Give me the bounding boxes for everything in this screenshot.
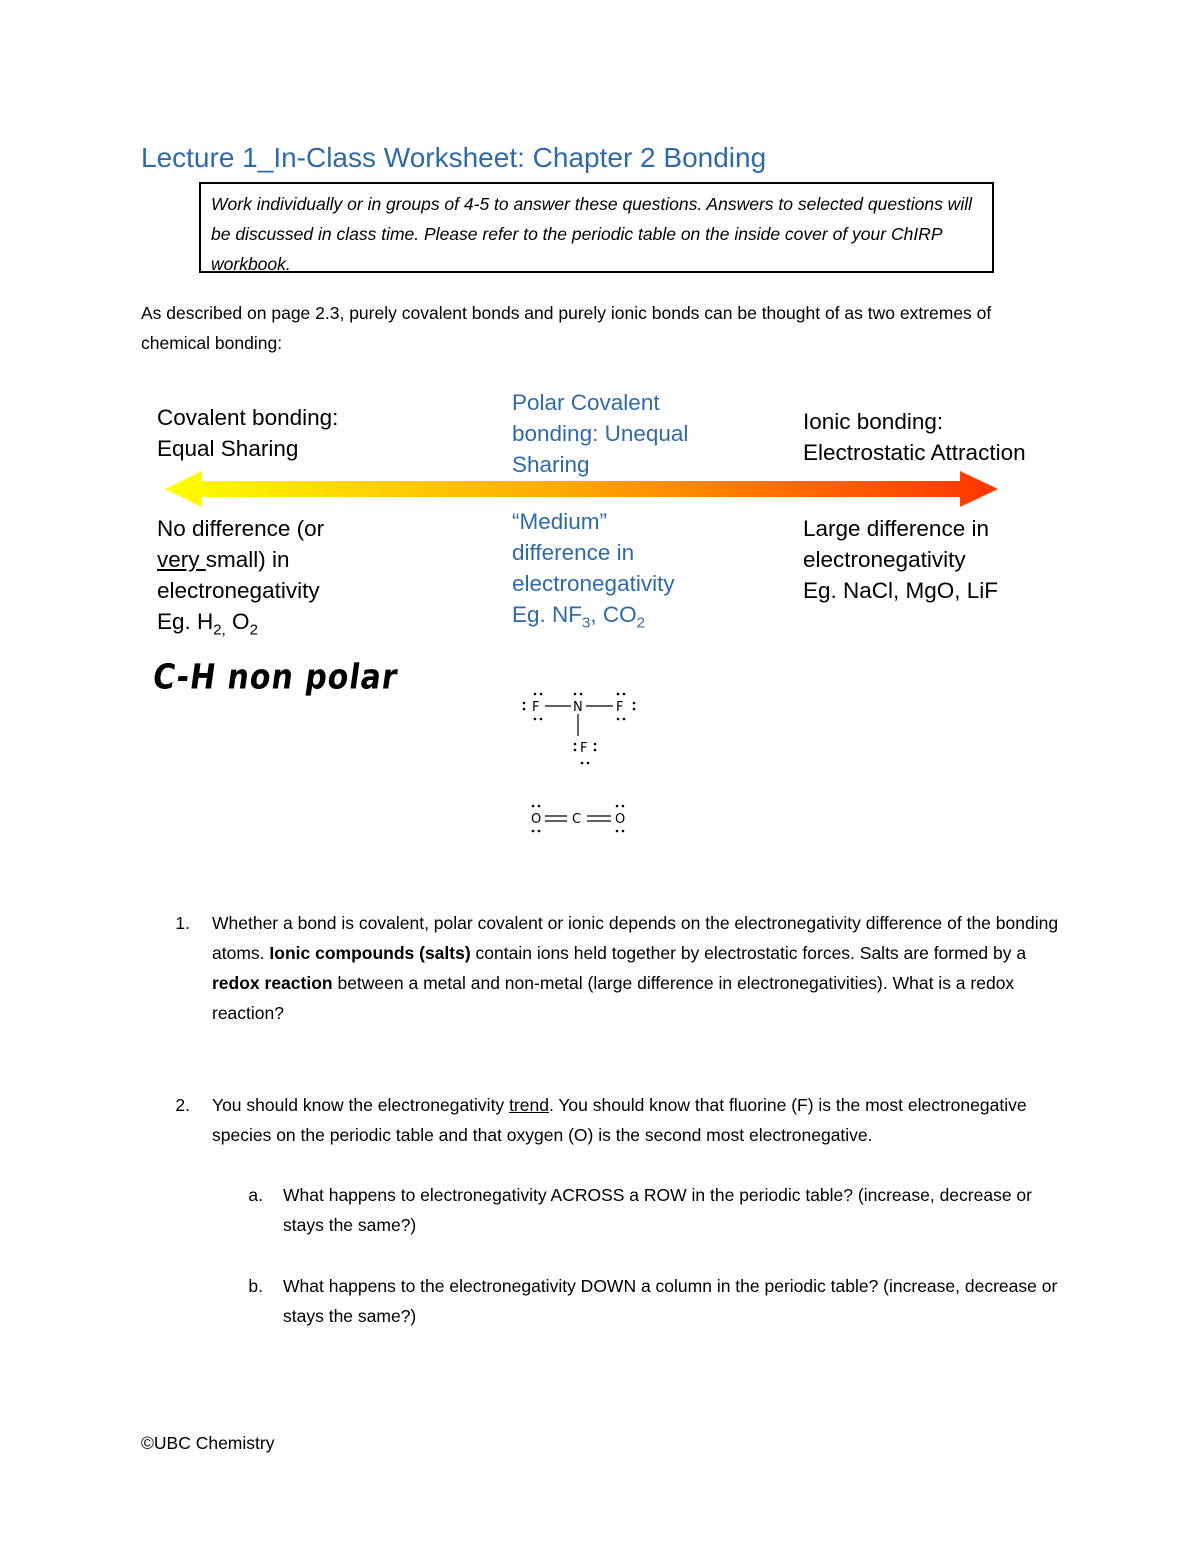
fluorine-atom: F <box>532 700 540 715</box>
question-text: Whether a bond is covalent, polar covalent or ionic depends on the electronegativity difference of the bonding atoms. <box>212 913 1059 963</box>
ionic-desc-line: Eg. NaCl, MgO, LiF <box>803 578 999 603</box>
bold-term: Ionic compounds (salts) <box>269 943 471 963</box>
covalent-description <box>157 513 324 637</box>
covalent-desc-line: No difference (or <box>157 516 325 541</box>
polar-label-line: Sharing <box>512 452 590 477</box>
polar-desc-line: “Medium” <box>512 509 608 534</box>
nf3-lewis-structure <box>515 690 645 775</box>
ionic-description <box>803 513 998 606</box>
covalent-label-line: Covalent bonding: <box>157 405 339 430</box>
subscript: 2, <box>213 621 226 639</box>
oxygen-atom: O <box>615 812 626 827</box>
example-text: Eg. H <box>157 609 214 634</box>
polar-covalent-label <box>512 387 688 480</box>
fluorine-atom: F <box>616 700 624 715</box>
polar-label-line: Polar Covalent <box>512 390 660 415</box>
covalent-example <box>157 606 324 637</box>
ionic-label-line: Electrostatic Attraction <box>803 440 1026 465</box>
polar-label-line: bonding: Unequal <box>512 421 689 446</box>
covalent-desc-line: electronegativity <box>157 578 320 603</box>
ionic-desc-line: electronegativity <box>803 547 966 572</box>
question-number: 2. <box>175 1095 190 1115</box>
covalent-label-line: Equal Sharing <box>157 436 299 461</box>
example-text: , CO <box>590 602 637 627</box>
bold-term: redox reaction <box>212 973 333 993</box>
covalent-label <box>157 402 338 464</box>
example-text: Eg. NF <box>512 602 583 627</box>
question-1-text <box>212 908 1062 1028</box>
polar-description <box>512 506 675 630</box>
polar-desc-line: difference in <box>512 540 635 565</box>
subquestion-letter: a. <box>248 1185 263 1205</box>
question-text: . You should know that fluorine (F) is the most electronegative species on the periodic table and that oxygen (O) is the second most electronegative. <box>212 1095 1027 1145</box>
question-text: between a metal and non-metal (large difference in electronegativities). What is a redox reaction? <box>212 973 1015 1023</box>
handwritten-note: C-H non polar <box>150 657 401 698</box>
question-text: You should know the electronegativity <box>212 1095 510 1115</box>
underlined-word: very <box>157 547 206 572</box>
subquestion-a-text: What happens to electronegativity ACROSS a ROW in the periodic table? (increase, decrease or stays the same?) <box>283 1185 1032 1235</box>
intro-paragraph: As described on page 2.3, purely covalent bonds and purely ionic bonds can be thought of as two extremes of chemical bonding: <box>141 303 992 353</box>
subquestion-letter: b. <box>248 1276 263 1296</box>
subscript: 3 <box>582 614 591 632</box>
desc-text: small) in <box>205 547 290 572</box>
instructions-box: Work individually or in groups of 4-5 to answer these questions. Answers to selected questions will be discussed in class time. Please refer to the periodic table on the inside cover of your ChIRP workbook. <box>199 182 994 273</box>
ionic-desc-line: Large difference in <box>803 516 989 541</box>
polar-example <box>512 599 675 630</box>
bonding-spectrum-arrow <box>160 468 1005 510</box>
ionic-label-line: Ionic bonding: <box>803 409 944 434</box>
oxygen-atom: O <box>531 812 542 827</box>
question-2-text <box>212 1090 1032 1150</box>
example-text: O <box>225 609 250 634</box>
subquestion-b-text: What happens to the electronegativity DOWN a column in the periodic table? (increase, decrease or stays the same?) <box>283 1276 1058 1326</box>
ionic-label <box>803 406 1026 468</box>
carbon-atom: C <box>572 812 582 827</box>
polar-desc-line: electronegativity <box>512 571 675 596</box>
fluorine-atom: F <box>580 741 588 756</box>
nitrogen-atom: N <box>573 700 583 715</box>
covalent-desc-line <box>157 544 324 575</box>
subscript: 2 <box>249 621 258 639</box>
question-text: contain ions held together by electrostatic forces. Salts are formed by a <box>470 943 1027 963</box>
question-number: 1. <box>175 913 190 933</box>
page-title: Lecture 1_In-Class Worksheet: Chapter 2 Bonding <box>141 142 767 173</box>
underlined-word: trend <box>509 1095 549 1115</box>
subscript: 2 <box>636 614 645 632</box>
footer-copyright: ©UBC Chemistry <box>141 1433 275 1453</box>
co2-lewis-structure <box>525 800 635 840</box>
